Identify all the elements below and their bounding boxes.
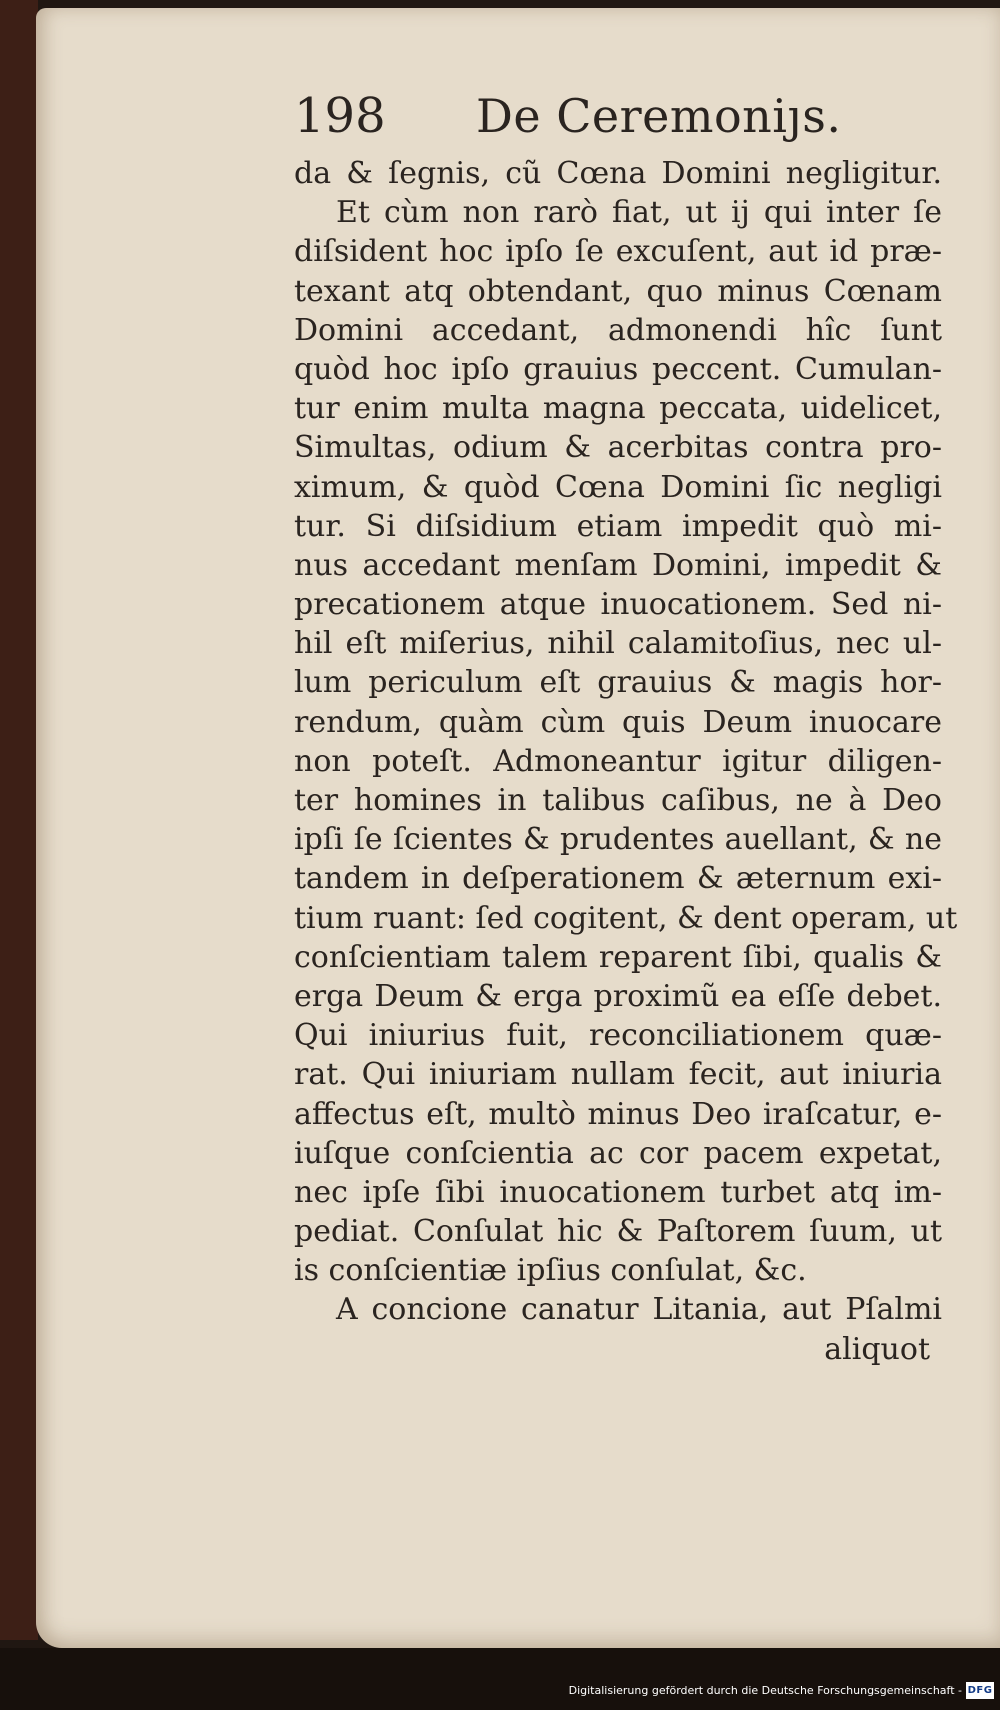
text-line: nec ipſe ſibi inuocationem turbet atq im- — [294, 1174, 942, 1210]
text-line: ipſi ſe ſcientes & prudentes auellant, & ne — [294, 822, 942, 858]
text-line: rat. Qui iniuriam nullam fecit, aut iniuria — [294, 1057, 942, 1093]
text-line: is conſcientiæ ipſius conſulat, &c. — [294, 1253, 807, 1289]
text-line: iuſque conſcientia ac cor pacem expetat, — [294, 1135, 942, 1171]
text-line: tium ruant: ſed cogitent, & dent operam, ut — [294, 900, 958, 936]
text-line: rendum, quàm cùm quis Deum inuocare — [294, 704, 942, 740]
text-line: tur enim multa magna peccata, uidelicet, — [294, 391, 942, 427]
running-head: De Ceremoniȷs. — [476, 89, 842, 143]
text-line: pediat. Conſulat hic & Paſtorem ſuum, ut — [294, 1214, 942, 1250]
text-line: diſsident hoc ipſo ſe excuſent, aut id præ- — [294, 234, 942, 270]
text-line: tur. Si diſsidium etiam impedit quò mi- — [294, 508, 942, 544]
text-line: Et cùm non rarò fiat, ut ij qui inter ſe — [336, 195, 942, 231]
text-line: precationem atque inuocationem. Sed ni- — [294, 587, 942, 623]
text-line: conſcientiam talem reparent ſibi, qualis & — [294, 939, 942, 975]
digitization-credit: Digitalisierung gefördert durch die Deutsche Forschungsgemeinschaft - — [568, 1684, 962, 1697]
text-line: tandem in deſperationem & æternum exi- — [294, 861, 942, 897]
footer-band — [0, 1648, 1000, 1710]
text-line: affectus eſt, multò minus Deo iraſcatur, e- — [294, 1096, 942, 1132]
text-line: texant atq obtendant, quo minus Cœnam — [294, 273, 942, 309]
dfg-logo-text: DFG — [967, 1685, 993, 1696]
text-line: Qui iniurius fuit, reconciliationem quæ- — [294, 1018, 942, 1054]
text-line: Domini accedant, admonendi hîc ſunt — [294, 312, 942, 348]
dfg-logo — [966, 1682, 994, 1699]
text-line: ter homines in talibus caſibus, ne à Deo — [294, 783, 942, 818]
page-header — [294, 86, 944, 146]
text-line: erga Deum & erga proximũ ea eſſe debet. — [294, 978, 942, 1014]
catchword: aliquot — [824, 1332, 930, 1367]
text-line: A concione canatur Litania, aut Pſalmi — [336, 1292, 942, 1328]
text-line: hil eſt miſerius, nihil calamitoſius, nec ul- — [294, 626, 942, 662]
text-line: nus accedant menſam Domini, impedit & — [294, 547, 942, 583]
text-line: non poteſt. Admoneantur igitur diligen- — [294, 743, 942, 779]
page-number: 198 — [294, 88, 386, 144]
text-line: da & ſegnis, cũ Cœna Domini negligitur. — [294, 156, 942, 191]
text-line: quòd hoc ipſo grauius peccent. Cumulan- — [294, 351, 942, 387]
book-cover-edge — [0, 0, 38, 1640]
text-line: Simultas, odium & acerbitas contra pro- — [294, 430, 942, 466]
body-text — [294, 154, 958, 1330]
text-line: lum periculum eſt grauius & magis hor- — [294, 665, 942, 701]
text-line: ximum, & quòd Cœna Domini ſic negligi — [294, 469, 942, 505]
